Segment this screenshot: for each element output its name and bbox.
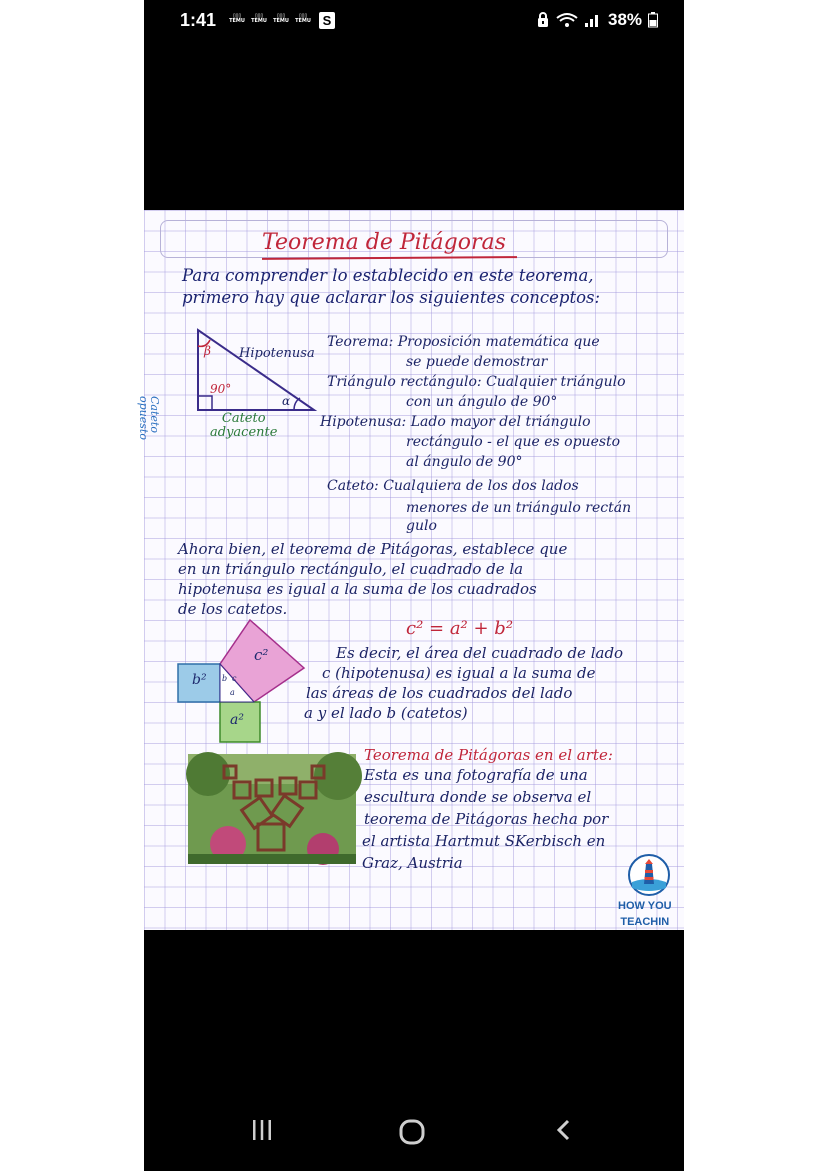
status-bar bbox=[144, 0, 684, 44]
pythagorean-formula: c² = a² + b² bbox=[406, 618, 514, 639]
opposite-leg-label: Cateto opuesto bbox=[137, 396, 161, 440]
adjacent-leg-label: Cateto adyacente bbox=[210, 411, 278, 440]
art-text-line: escultura donde se observa el bbox=[364, 788, 592, 806]
definition-teorema-cont: se puede demostrar bbox=[406, 354, 548, 370]
hypotenuse-label: Hipotenusa bbox=[239, 346, 315, 361]
status-time: 1:41 bbox=[180, 10, 217, 30]
a-squared-label: a² bbox=[230, 712, 244, 728]
lighthouse-logo-icon bbox=[628, 854, 670, 896]
notebook-photo[interactable] bbox=[137, 210, 684, 930]
temu-notification-icon: ▯▯▯ TEMU bbox=[251, 13, 267, 24]
explanation-line: a y el lado b (catetos) bbox=[304, 704, 468, 722]
brand-text: HOW YOU TEACHIN bbox=[618, 900, 672, 928]
definition-cateto: Cateto: Cualquiera de los dos lados bbox=[327, 478, 579, 494]
page-title: Teorema de Pitágoras bbox=[262, 230, 506, 255]
explanation-line: Es decir, el área del cuadrado de lado bbox=[336, 644, 624, 662]
explanation-line: c (hipotenusa) es igual a la suma de bbox=[322, 664, 596, 682]
title-underline bbox=[262, 256, 517, 260]
side-b-label: b bbox=[222, 674, 228, 683]
temu-notification-icon: ▯▯▯ TEMU bbox=[295, 13, 311, 24]
b-squared-label: b² bbox=[192, 672, 207, 688]
home-icon[interactable] bbox=[398, 1118, 426, 1146]
temu-notification-icon: ▯▯▯ TEMU bbox=[229, 13, 245, 24]
definition-triangulo: Triángulo rectángulo: Cualquier triángulo bbox=[327, 374, 626, 390]
definition-hipotenusa: Hipotenusa: Lado mayor del triángulo bbox=[320, 414, 591, 430]
intro-line: primero hay que aclarar los siguientes conceptos: bbox=[182, 288, 601, 307]
art-text-line: Esta es una fotografía de una bbox=[364, 766, 588, 784]
art-text-line: teorema de Pitágoras hecha por bbox=[364, 810, 609, 828]
signal-icon bbox=[584, 12, 602, 28]
side-a-label: a bbox=[230, 688, 235, 697]
temu-notification-icon: ▯▯▯ TEMU bbox=[273, 13, 289, 24]
battery-icon bbox=[648, 12, 658, 28]
s-notification-icon: S bbox=[319, 12, 335, 29]
beta-label: β bbox=[204, 344, 211, 358]
definition-hipotenusa-cont: al ángulo de 90° bbox=[406, 454, 523, 470]
notification-icons bbox=[228, 14, 312, 24]
art-heading: Teorema de Pitágoras en el arte: bbox=[364, 746, 613, 764]
battery-percent: 38% bbox=[608, 10, 643, 29]
status-right bbox=[536, 10, 658, 30]
phone-screen bbox=[137, 0, 684, 1171]
lock-icon bbox=[536, 12, 550, 28]
definition-hipotenusa-cont: rectángulo - el que es opuesto bbox=[406, 434, 621, 450]
intro-line: Para comprender lo establecido en este teorema, bbox=[182, 266, 594, 285]
side-c-label: c bbox=[232, 674, 237, 683]
definition-cateto-cont: menores de un triángulo rectán bbox=[406, 500, 632, 516]
definition-cateto-cont: gulo bbox=[406, 518, 437, 534]
art-text-line: el artista Hartmut SKerbisch en bbox=[362, 832, 606, 850]
navigation-bar bbox=[144, 1100, 684, 1170]
wifi-icon bbox=[556, 12, 578, 28]
c-squared-label: c² bbox=[254, 646, 269, 664]
theorem-statement-line: en un triángulo rectángulo, el cuadrado de la bbox=[178, 560, 524, 578]
definition-teorema: Teorema: Proposición matemática que bbox=[327, 334, 600, 350]
right-angle-label: 90° bbox=[210, 382, 232, 396]
theorem-statement-line: Ahora bien, el teorema de Pitágoras, establece que bbox=[178, 540, 568, 558]
back-icon[interactable] bbox=[552, 1118, 576, 1142]
theorem-statement-line: hipotenusa es igual a la suma de los cuadrados bbox=[178, 580, 537, 598]
theorem-statement-line: de los catetos. bbox=[178, 600, 288, 618]
definition-triangulo-cont: con un ángulo de 90° bbox=[406, 394, 558, 410]
recents-icon[interactable] bbox=[250, 1118, 274, 1142]
sculpture-photo bbox=[188, 754, 356, 864]
art-text-line: Graz, Austria bbox=[362, 854, 463, 872]
explanation-line: las áreas de los cuadrados del lado bbox=[306, 684, 573, 702]
alpha-label: α bbox=[282, 394, 291, 408]
